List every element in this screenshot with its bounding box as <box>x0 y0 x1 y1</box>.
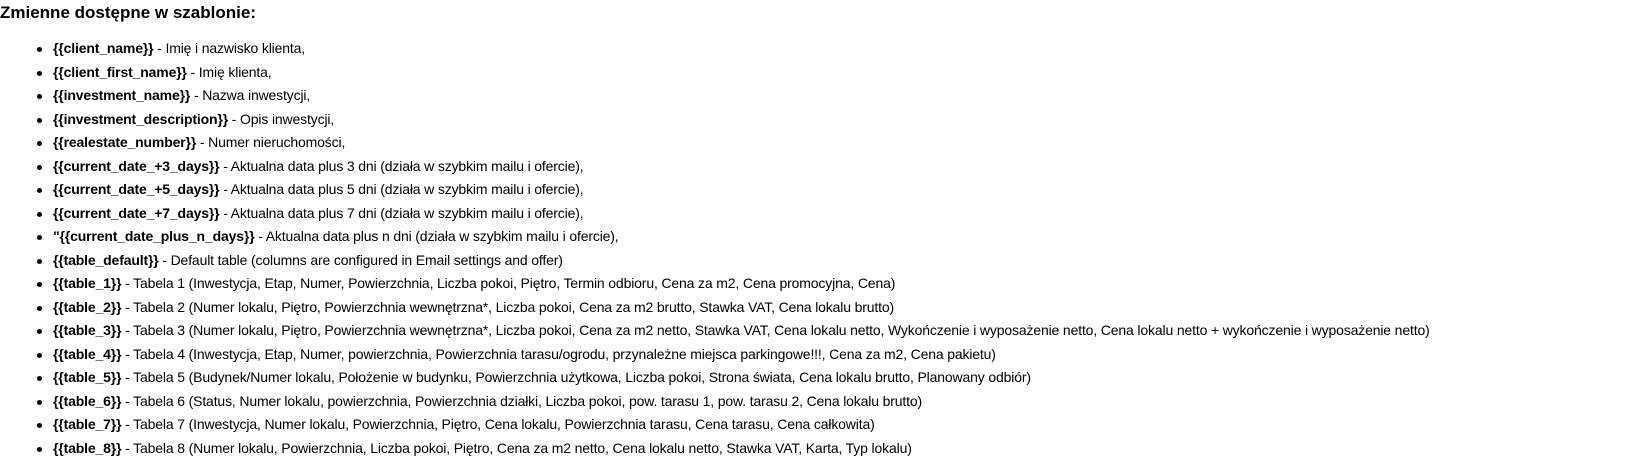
variable-name: {{current_date_+3_days}} <box>53 157 220 174</box>
variable-name: {{current_date_+7_days}} <box>53 204 220 221</box>
section-heading: Zmienne dostępne w szablonie: <box>0 3 256 22</box>
variable-description: - Tabela 7 (Inwestycja, Numer lokalu, Powierzchnia, Piętro, Cena lokalu, Powierzchnia tarasu, Cena tarasu, Cena całkowita) <box>121 416 875 432</box>
variable-name: {{table_4}} <box>53 345 122 362</box>
variable-description: - Nazwa inwestycji, <box>190 87 311 103</box>
variable-description: - Tabela 1 (Inwestycja, Etap, Numer, Powierzchnia, Liczba pokoi, Piętro, Termin odbioru, Cena za m2, Cena promocyjna, Cena) <box>121 275 896 291</box>
variable-name: {{table_3}} <box>53 322 122 338</box>
variable-name: {{table_1}} <box>53 275 122 291</box>
bullet-icon <box>37 71 42 76</box>
bullet-icon <box>37 212 42 217</box>
bullet-icon <box>37 188 42 193</box>
bullet-icon <box>37 282 42 287</box>
bullet-icon <box>37 376 42 381</box>
variable-name: {{client_name}} <box>53 40 154 56</box>
variable-name: {{table_5}} <box>53 369 122 385</box>
variable-description: - Aktualna data plus n dni (działa w szybkim mailu i ofercie), <box>254 228 619 244</box>
variables-list <box>0 37 1640 460</box>
bullet-icon <box>37 259 42 264</box>
list-item <box>37 366 1640 390</box>
variable-description: - Aktualna data plus 5 dni (działa w szybkim mailu i ofercie), <box>219 181 584 197</box>
bullet-icon <box>37 423 42 428</box>
variable-description: - Tabela 3 (Numer lokalu, Piętro, Powierzchnia wewnętrzna*, Liczba pokoi, Cena za m2 netto, Stawka VAT, Cena lokalu netto, Wykończenie i wyposażenie netto, Cena lokalu netto + wykończenie i wyposażenie netto) <box>121 322 1430 338</box>
list-item <box>37 202 1640 226</box>
variable-name: {{investment_description}} <box>53 110 229 127</box>
variable-name: {{table_default}} <box>53 251 159 268</box>
list-item <box>37 108 1640 132</box>
list-item <box>37 131 1640 155</box>
list-item <box>37 319 1640 343</box>
variable-name: {{current_date_+5_days}} <box>53 181 220 197</box>
variable-description: - Tabela 2 (Numer lokalu, Piętro, Powierzchnia wewnętrzna*, Liczba pokoi, Cena za m2 brutto, Stawka VAT, Cena lokalu brutto) <box>121 298 895 315</box>
list-item <box>37 343 1640 367</box>
list-item <box>37 155 1640 179</box>
list-item <box>37 413 1640 437</box>
bullet-icon <box>37 94 42 99</box>
list-item <box>37 37 1640 61</box>
list-item <box>37 390 1640 414</box>
list-item <box>37 178 1640 202</box>
variable-name: {{table_7}} <box>53 416 122 432</box>
list-item <box>37 437 1640 461</box>
variable-description: - Tabela 4 (Inwestycja, Etap, Numer, powierzchnia, Powierzchnia tarasu/ogrodu, przynależne miejsca parkingowe!!!, Cena za m2, Cena pakietu) <box>121 345 996 362</box>
bullet-icon <box>37 165 42 170</box>
variable-name: {{table_8}} <box>53 439 122 456</box>
list-item <box>37 84 1640 108</box>
bullet-icon <box>37 47 42 52</box>
variable-name: "{{current_date_plus_n_days}} <box>53 228 255 244</box>
variable-description: - Imię i nazwisko klienta, <box>153 40 306 56</box>
variable-name: {{table_6}} <box>53 392 122 409</box>
list-item <box>37 249 1640 273</box>
variable-name: {{investment_name}} <box>53 87 191 103</box>
variable-description: - Tabela 6 (Status, Numer lokalu, powierzchnia, Powierzchnia działki, Liczba pokoi, pow. tarasu 1, pow. tarasu 2, Cena lokalu brutto) <box>121 392 923 409</box>
variable-name: {{realestate_number}} <box>53 134 197 150</box>
bullet-icon <box>37 141 42 146</box>
bullet-icon <box>37 447 42 452</box>
bullet-icon <box>37 235 42 240</box>
variable-name: {{table_2}} <box>53 298 122 315</box>
variable-description: - Tabela 5 (Budynek/Numer lokalu, Położenie w budynku, Powierzchnia użytkowa, Liczba pokoi, Strona świata, Cena lokalu brutto, Planowany odbiór) <box>121 369 1031 385</box>
bullet-icon <box>37 329 42 334</box>
list-item <box>37 225 1640 249</box>
variable-description: - Aktualna data plus 3 dni (działa w szybkim mailu i ofercie), <box>219 157 584 174</box>
variable-description: - Aktualna data plus 7 dni (działa w szybkim mailu i ofercie), <box>219 204 584 221</box>
variable-description: - Opis inwestycji, <box>228 110 335 127</box>
variable-name: {{client_first_name}} <box>53 63 187 80</box>
variable-description: - Tabela 8 (Numer lokalu, Powierzchnia, Liczba pokoi, Piętro, Cena za m2 netto, Cena lokalu netto, Stawka VAT, Karta, Typ lokalu) <box>121 439 912 456</box>
variable-description: - Default table (columns are configured in Email settings and offer) <box>158 251 563 268</box>
list-item <box>37 272 1640 296</box>
list-item <box>37 296 1640 320</box>
bullet-icon <box>37 306 42 311</box>
variable-description: - Imię klienta, <box>186 63 272 80</box>
bullet-icon <box>37 353 42 358</box>
bullet-icon <box>37 118 42 123</box>
bullet-icon <box>37 400 42 405</box>
variable-description: - Numer nieruchomości, <box>196 134 346 150</box>
list-item <box>37 61 1640 85</box>
